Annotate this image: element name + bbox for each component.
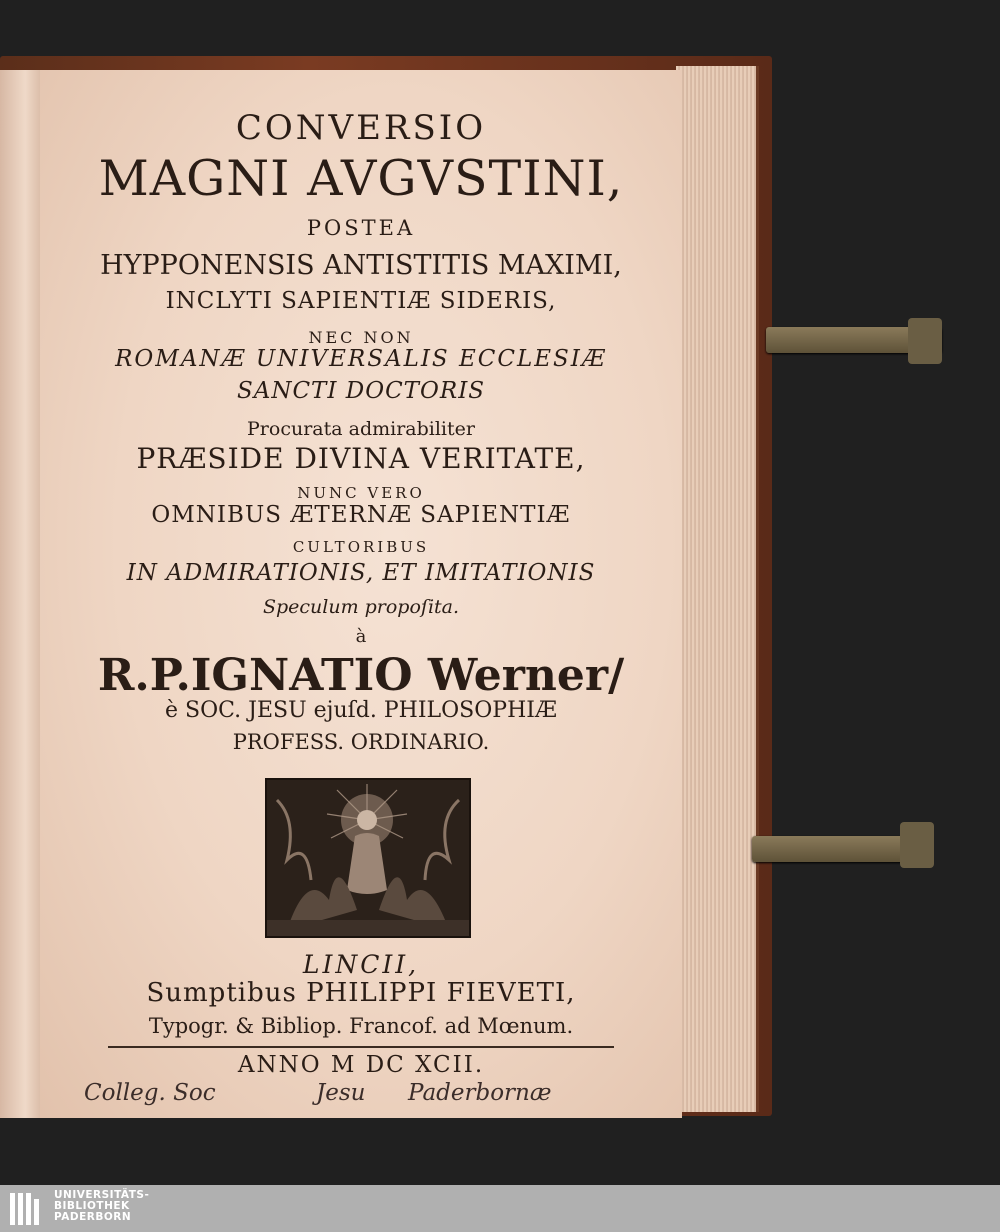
library-logo-icon xyxy=(8,1191,44,1227)
library-footer xyxy=(0,1185,1000,1232)
library-name-line2: BIBLIOTHEK xyxy=(54,1200,130,1212)
title-line-hypponensis: HYPPONENSIS ANTISTITIS MAXIMI, xyxy=(100,250,622,281)
page-edges xyxy=(676,66,759,1112)
imprint-place: LINCII, xyxy=(302,950,420,979)
handwritten-note-jesu: Jesu xyxy=(316,1080,366,1106)
imprint-publisher: Sumptibus PHILIPPI FIEVETI, xyxy=(146,978,576,1008)
imprint-rule xyxy=(108,1046,614,1048)
title-line-inclyti: INCLYTI SAPIENTIÆ SIDERIS, xyxy=(165,288,557,314)
title-line-nunc-vero: NUNC VERO xyxy=(297,484,425,502)
title-line-profess: PROFESS. ORDINARIO. xyxy=(232,730,490,754)
title-line-sancti-doctoris: SANCTI DOCTORIS xyxy=(236,378,486,404)
title-line-nec-non: NEC NON xyxy=(308,328,414,347)
imprint-year: ANNO M DC XCII. xyxy=(237,1052,485,1078)
library-name-line3: PADERBORN xyxy=(54,1211,132,1223)
title-line-author: R.P.IGNATIO Werner/ xyxy=(97,650,625,701)
title-line-omnibus: OMNIBUS ÆTERNÆ SAPIENTIÆ xyxy=(151,502,571,528)
title-line-conversio: CONVERSIO xyxy=(235,108,487,148)
handwritten-note-paderborn: Paderbornæ xyxy=(408,1080,552,1106)
title-line-soc-jesu: è SOC. JESU ejuſd. PHILOSOPHIÆ xyxy=(165,698,557,723)
title-line-postea: POSTEA xyxy=(306,216,416,240)
title-line-cultoribus: CULTORIBUS xyxy=(292,538,430,556)
title-line-procurata: Procurata admirabiliter xyxy=(247,418,475,440)
woodcut-emblem xyxy=(265,778,471,938)
gutter xyxy=(0,70,42,1118)
title-line-speculum: Speculum propoſita. xyxy=(262,596,460,618)
upper-clasp-end xyxy=(908,318,942,364)
lower-clasp-end xyxy=(900,822,934,868)
imprint-printer: Typogr. & Bibliop. Francof. ad Mœnum. xyxy=(148,1014,574,1038)
title-line-admirationis: IN ADMIRATIONIS, ET IMITATIONIS xyxy=(126,560,596,586)
title-line-praeside: PRÆSIDE DIVINA VERITATE, xyxy=(136,442,586,475)
title-line-a: à xyxy=(355,626,367,647)
title-line-magni-augustini: MAGNI AVGVSTINI, xyxy=(98,150,624,207)
handwritten-note-collegium: Colleg. Soc xyxy=(84,1080,216,1106)
library-name-line1: UNIVERSITÄTS- xyxy=(54,1189,150,1201)
title-line-romanae: ROMANÆ UNIVERSALIS ECCLESIÆ xyxy=(115,346,607,372)
